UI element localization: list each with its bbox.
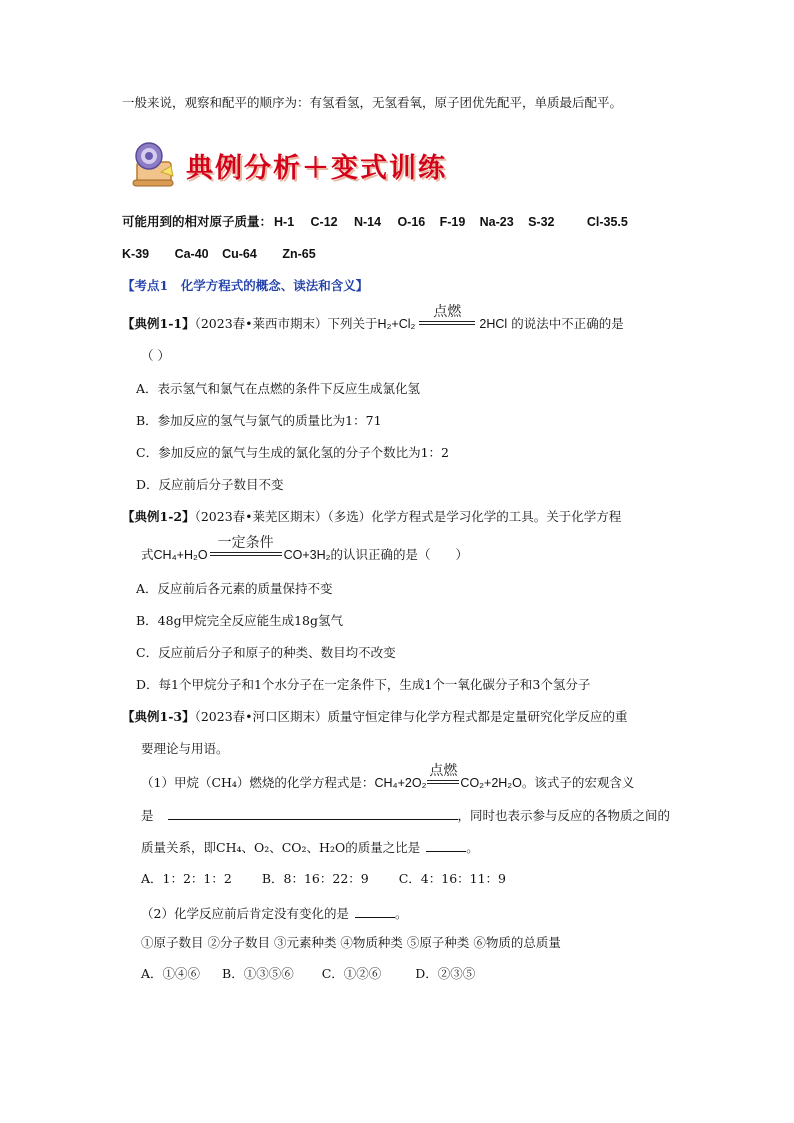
mass-cl: Cl-35.5 — [586, 215, 628, 229]
q2-option-c: C．反应前后分子和原子的种类、数目均不改变 — [136, 645, 396, 660]
atomic-mass-line-1 — [122, 214, 628, 230]
q3-reaction-arrow — [427, 762, 459, 784]
q3-blank-unchanged[interactable] — [355, 905, 395, 918]
q1-stem — [122, 303, 624, 332]
q2-source: （2023春•莱芜区期末） — [194, 509, 328, 524]
q3-part1-options — [141, 871, 506, 887]
mass-ca: Ca-40 — [174, 247, 209, 261]
mass-h: H-1 — [274, 215, 295, 229]
atomic-mass-line-2 — [122, 246, 316, 262]
q1-reaction-arrow — [419, 303, 475, 325]
banner-title: 典例分析＋变式训练 — [186, 153, 447, 184]
q1-source: （2023春•莱西市期末） — [194, 316, 328, 331]
q2-text-1: （多选）化学方程式是学习化学的工具。关于化学方程 — [327, 509, 622, 524]
q1-pre: 下列关于 — [327, 316, 378, 331]
q2-text-2-pre: 式 — [141, 547, 154, 562]
q1-post: 的说法中不正确的是 — [511, 316, 624, 331]
q3-p2: （2）化学反应前后肯定没有变化的是 — [141, 906, 349, 921]
q1-eq-left: H₂+Cl₂ — [377, 317, 416, 331]
q2-option-b: B．48g甲烷完全反应能生成18g氢气 — [136, 613, 344, 628]
mass-o: O-16 — [397, 215, 426, 229]
q3-p1-option-a: A．1：2：1：2 — [141, 871, 232, 886]
q3-part1-line-3 — [141, 839, 479, 856]
q2-reaction-arrow — [210, 534, 282, 556]
mass-f: F-19 — [439, 215, 466, 229]
q3-p1-option-c: C．4：16：11：9 — [398, 871, 507, 886]
q3-part2 — [141, 905, 407, 922]
intro-text: 一般来说，观察和配平的顺序为：有氢看氢，无氢看氧，原子团优先配平，单质最后配平。 — [122, 95, 623, 110]
q3-p2-end: 。 — [394, 906, 408, 921]
q3-p2-option-b: B．①③⑤⑥ — [222, 966, 294, 981]
q2-eq-left: CH₄+H₂O — [153, 548, 208, 562]
q3-stem-line-2: 要理论与用语。 — [141, 741, 229, 756]
q3-p1-line3: 质量关系，即CH₄、O₂、CO₂、H₂O的质量之比是 — [141, 840, 421, 855]
q2-option-d: D．每1个甲烷分子和1个水分子在一定条件下，生成1个一氧化碳分子和3个氢分子 — [136, 677, 591, 692]
q3-p1-line2-pre: 是 — [141, 808, 154, 823]
q2-text-2-post: 的认识正确的是（ ） — [330, 547, 468, 562]
q1-paren: （ ） — [141, 348, 170, 363]
q2-eq-right: CO+3H₂ — [283, 548, 331, 562]
q2-tag: 【典例1-2】 — [122, 509, 195, 524]
q3-p2-option-a: A．①④⑥ — [141, 966, 201, 981]
q3-blank-mass-ratio[interactable] — [426, 839, 466, 852]
q2-condition: 一定条件 — [217, 534, 274, 550]
q3-part2-options — [141, 966, 475, 982]
q3-p2-option-d: D．②③⑤ — [415, 966, 476, 981]
q3-p1-option-b: B．8：16：22：9 — [261, 871, 369, 886]
q2-stem-line-2 — [141, 534, 468, 563]
q1-eq-right: 2HCl — [479, 317, 508, 331]
mass-s: S-32 — [528, 215, 555, 229]
q3-p1-post: 。该式子的宏观含义 — [521, 775, 635, 790]
q3-items: ①原子数目 ②分子数目 ③元素种类 ④物质种类 ⑤原子种类 ⑥物质的总质量 — [141, 935, 561, 950]
q1-option-c: C．参加反应的氯气与生成的氯化氢的分子个数比为1：2 — [136, 445, 449, 460]
q3-p1-line3-end: 。 — [466, 840, 479, 855]
q3-eq-right: CO₂+2H₂O — [460, 776, 522, 790]
q3-part1-line-2 — [141, 807, 670, 824]
q3-text-1: 质量守恒定律与化学方程式都是定量研究化学反应的重 — [327, 709, 628, 724]
banner-scroll-icon — [127, 140, 179, 188]
q2-option-a: A．反应前后各元素的质量保持不变 — [136, 581, 333, 596]
q3-part1-line-1 — [141, 762, 635, 791]
atomic-mass-prefix: 可能用到的相对原子质量： — [122, 214, 273, 229]
q1-condition: 点燃 — [433, 303, 462, 319]
q1-option-b: B．参加反应的氢气与氯气的质量比为1：71 — [136, 413, 382, 428]
q3-eq-left: CH₄+2O₂ — [374, 776, 427, 790]
mass-cu: Cu-64 — [222, 247, 257, 261]
mass-c: C-12 — [310, 215, 338, 229]
q1-tag: 【典例1-1】 — [122, 316, 195, 331]
q3-p2-option-c: C．①②⑥ — [321, 966, 382, 981]
q3-tag: 【典例1-3】 — [122, 709, 195, 724]
mass-zn: Zn-65 — [282, 247, 316, 261]
q3-source: （2023春•河口区期末） — [194, 709, 328, 724]
q1-option-d: D．反应前后分子数目不变 — [136, 477, 284, 492]
q3-condition: 点燃 — [429, 762, 458, 778]
q1-option-a: A．表示氢气和氯气在点燃的条件下反应生成氯化氢 — [136, 381, 421, 396]
q2-stem-line-1 — [122, 509, 621, 525]
mass-na: Na-23 — [479, 215, 514, 229]
mass-k: K-39 — [122, 247, 150, 261]
q3-blank-macro-meaning[interactable] — [168, 807, 458, 820]
q3-p1-pre: （1）甲烷（CH₄）燃烧的化学方程式是： — [141, 775, 375, 790]
q3-p1-line2-post: ，同时也表示参与反应的各物质之间的 — [457, 808, 671, 823]
section-title: 【考点1 化学方程式的概念、读法和含义】 — [122, 278, 369, 293]
q3-stem-line-1 — [122, 709, 628, 725]
mass-n: N-14 — [353, 215, 382, 229]
